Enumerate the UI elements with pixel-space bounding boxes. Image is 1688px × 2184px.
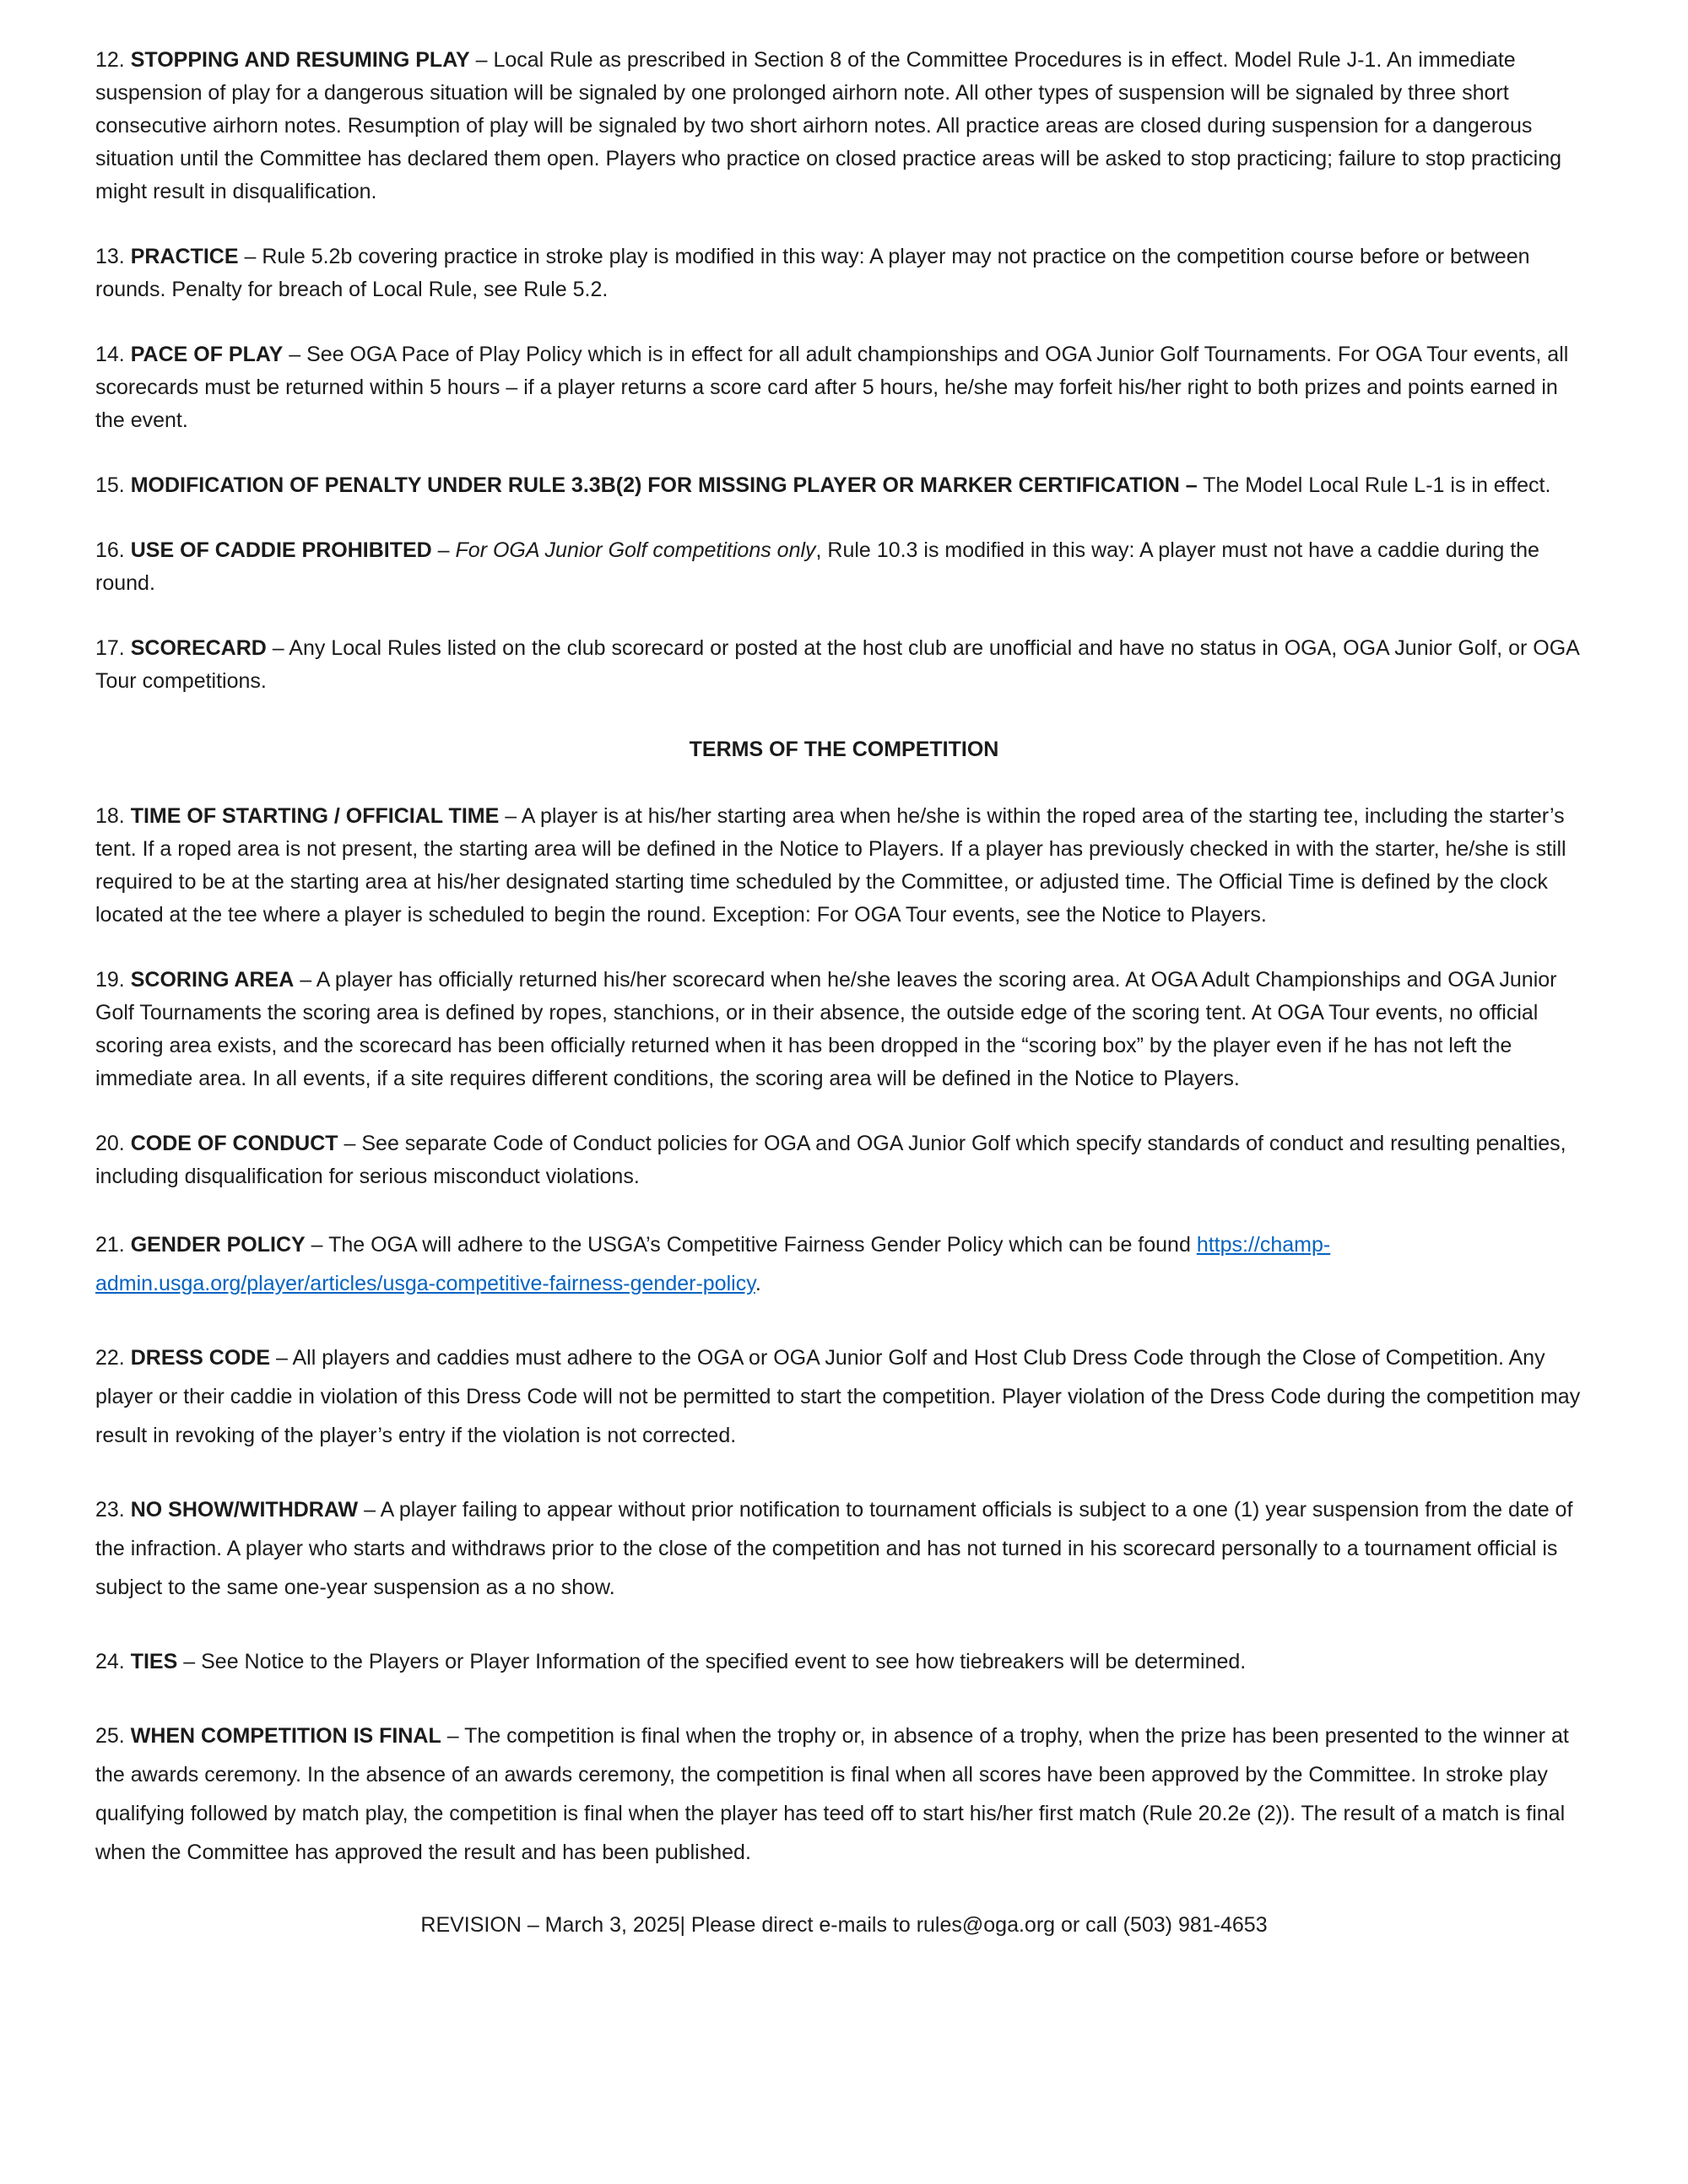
section-18-dash: – — [505, 804, 517, 828]
section-17 — [95, 632, 1593, 698]
section-20-dash: – — [344, 1132, 356, 1155]
section-23-title: NO SHOW/WITHDRAW — [130, 1498, 359, 1522]
section-14 — [95, 338, 1593, 437]
section-25-dash: – — [446, 1724, 459, 1748]
section-16 — [95, 534, 1593, 600]
section-12-dash: – — [475, 48, 488, 72]
section-21-dash: – — [311, 1233, 323, 1257]
section-23-body: A player failing to appear without prior notification to tournament officials is subject to a one (1) year suspension from the date of the infraction. A player who starts and withdraws prior to the close of the competition and has not turned in his scorecard personally to a tournament official is subject to the same one-year suspension as a no show. — [95, 1498, 1573, 1599]
section-13 — [95, 241, 1593, 306]
section-18-body: A player is at his/her starting area when he/she is within the roped area of the starting tee, including the starter’s tent. If a roped area is not present, the starting area will be defined in the Notice to Players. If a player has previously checked in with the starter, he/she is still required to be at the starting area at his/her designated starting time scheduled by the Committee, or adjusted time. The Official Time is defined by the clock located at the tee where a player is scheduled to begin the round. Exception: For OGA Tour events, see the Notice to Players. — [95, 804, 1566, 927]
terms-heading: TERMS OF THE COMPETITION — [689, 738, 999, 761]
section-25-number: 25. — [95, 1724, 125, 1748]
section-15-title: MODIFICATION OF PENALTY UNDER RULE 3.3B(2) FOR MISSING PLAYER OR MARKER CERTIFICATION – — [130, 473, 1198, 497]
section-24-dash: – — [183, 1650, 196, 1673]
section-15-body: The Model Local Rule L-1 is in effect. — [1203, 473, 1551, 497]
section-22 — [95, 1338, 1593, 1455]
section-17-dash: – — [272, 636, 284, 660]
section-20-number: 20. — [95, 1132, 125, 1155]
section-24 — [95, 1642, 1593, 1681]
section-16-number: 16. — [95, 538, 125, 562]
section-14-body: See OGA Pace of Play Policy which is in effect for all adult championships and OGA Junior Golf Tournaments. For OGA Tour events, all scorecards must be returned within 5 hours – if a player returns a score card after 5 hours, he/she may forfeit his/her right to both prizes and points earned in the event. — [95, 343, 1569, 432]
section-16-italic: For OGA Junior Golf competitions only — [455, 538, 816, 562]
section-17-number: 17. — [95, 636, 125, 660]
section-23 — [95, 1490, 1593, 1607]
section-13-dash: – — [244, 245, 257, 268]
section-19-title: SCORING AREA — [130, 968, 295, 992]
section-22-dash: – — [275, 1346, 288, 1370]
section-20 — [95, 1127, 1593, 1193]
section-16-dash: – — [437, 538, 450, 562]
section-13-body: Rule 5.2b covering practice in stroke play is modified in this way: A player may not practice on the competition course before or between rounds. Penalty for breach of Local Rule, see Rule 5.2. — [95, 245, 1530, 301]
section-16-body: , Rule 10.3 is modified in this way: A player must not have a caddie during the round. — [95, 538, 1539, 595]
section-19 — [95, 964, 1593, 1095]
section-21-number: 21. — [95, 1233, 125, 1257]
section-24-title: TIES — [130, 1650, 178, 1673]
section-14-number: 14. — [95, 343, 125, 366]
section-18 — [95, 800, 1593, 932]
section-21-title: GENDER POLICY — [130, 1233, 306, 1257]
section-22-number: 22. — [95, 1346, 125, 1370]
section-25-title: WHEN COMPETITION IS FINAL — [130, 1724, 441, 1748]
section-17-body: Any Local Rules listed on the club scorecard or posted at the host club are unofficial and have no status in OGA, OGA Junior Golf, or OGA Tour competitions. — [95, 636, 1579, 693]
section-15 — [95, 469, 1593, 502]
section-19-dash: – — [300, 968, 312, 992]
section-12-title: STOPPING AND RESUMING PLAY — [130, 48, 470, 72]
section-12-number: 12. — [95, 48, 125, 72]
section-25-body: The competition is final when the trophy or, in absence of a trophy, when the prize has been presented to the winner at the awards ceremony. In the absence of an awards ceremony, the competition is final when all scores have been approved by the Committee. In stroke play qualifying followed by match play, the competition is final when the player has teed off to start his/her first match (Rule 20.2e (2)). The result of a match is final when the Committee has approved the result and has been published. — [95, 1724, 1569, 1864]
section-17-title: SCORECARD — [130, 636, 267, 660]
section-21-after: . — [755, 1272, 761, 1295]
section-23-number: 23. — [95, 1498, 125, 1522]
section-25 — [95, 1716, 1593, 1872]
section-24-number: 24. — [95, 1650, 125, 1673]
section-16-title: USE OF CADDIE PROHIBITED — [130, 538, 432, 562]
section-18-number: 18. — [95, 804, 125, 828]
section-22-title: DRESS CODE — [130, 1346, 271, 1370]
section-12-body: Local Rule as prescribed in Section 8 of the Committee Procedures is in effect. Model Rule J-1. An immediate suspension of play for a dangerous situation will be signaled by one prolonged airhorn note. All other types of suspension will be signaled by three short consecutive airhorn notes. Resumption of play will be signaled by two short airhorn notes. All practice areas are closed during suspension for a dangerous situation until the Committee has declared them open. Players who practice on closed practice areas will be asked to stop practicing; failure to stop practicing might result in disqualification. — [95, 48, 1562, 203]
section-13-number: 13. — [95, 245, 125, 268]
revision-footer: REVISION – March 3, 2025| Please direct e-mails to rules@oga.org or call (503) 981-4653 — [420, 1913, 1268, 1937]
section-14-dash: – — [289, 343, 301, 366]
section-15-number: 15. — [95, 473, 125, 497]
section-22-body: All players and caddies must adhere to the OGA or OGA Junior Golf and Host Club Dress Code through the Close of Competition. Any player or their caddie in violation of this Dress Code will not be permitted to start the competition. Player violation of the Dress Code during the competition may result in revoking of the player’s entry if the violation is not corrected. — [95, 1346, 1581, 1447]
section-20-title: CODE OF CONDUCT — [130, 1132, 338, 1155]
gender-policy-link[interactable]: https://champ-admin.usga.org/player/articles/usga-competitive-fairness-gender-policy — [95, 1233, 1331, 1295]
section-21-body: The OGA will adhere to the USGA’s Competitive Fairness Gender Policy which can be found — [328, 1233, 1191, 1257]
section-21 — [95, 1225, 1593, 1303]
section-19-body: A player has officially returned his/her scorecard when he/she leaves the scoring area. At OGA Adult Championships and OGA Junior Golf Tournaments the scoring area is defined by ropes, stanchions, or in their absence, the outside edge of the scoring tent. At OGA Tour events, no official scoring area exists, and the scorecard has been officially returned when it has been dropped in the “scoring box” by the player even if he has not left the immediate area. In all events, if a site requires different conditions, the scoring area will be defined in the Notice to Players. — [95, 968, 1557, 1090]
section-13-title: PRACTICE — [130, 245, 239, 268]
section-23-dash: – — [364, 1498, 376, 1522]
section-19-number: 19. — [95, 968, 125, 992]
section-24-body: See Notice to the Players or Player Information of the specified event to see how tiebreakers will be determined. — [201, 1650, 1247, 1673]
section-12 — [95, 44, 1593, 208]
section-14-title: PACE OF PLAY — [130, 343, 284, 366]
section-20-body: See separate Code of Conduct policies for OGA and OGA Junior Golf which specify standards of conduct and resulting penalties, including disqualification for serious misconduct violations. — [95, 1132, 1566, 1188]
section-18-title: TIME OF STARTING / OFFICIAL TIME — [130, 804, 500, 828]
